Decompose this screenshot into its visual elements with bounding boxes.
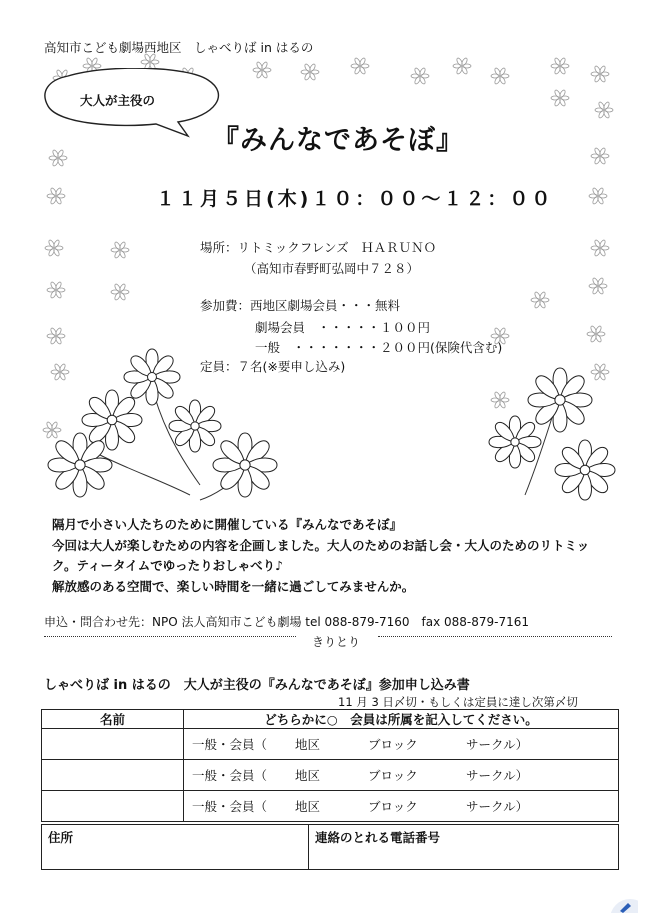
type-choice: 一般・会員（ [192,737,268,752]
venue-address: （高知市春野町弘岡中７２８） [244,261,420,276]
member-cell[interactable] [184,729,619,760]
address-phone-table [41,824,619,870]
cosmos-flower-icon [555,440,615,500]
small-flower-icon [43,421,61,439]
district-label: 地区 [295,799,321,814]
fee-line-district: 参加費：西地区劇場会員・・・無料 [200,298,401,313]
name-cell[interactable] [42,760,184,791]
flower-stem [525,408,555,495]
table-row [42,791,619,822]
district-label: 地区 [295,768,321,783]
cosmos-flower-icon [489,416,541,468]
small-flower-icon [47,327,65,345]
small-flower-icon [591,239,609,257]
organizer-line: 高知市こども劇場西地区 しゃべりば in はるの [44,40,314,55]
form-deadline: 11 月 3 日〆切・もしくは定員に達し次第〆切 [338,695,578,709]
flower-stem [150,380,200,485]
small-flower-icon [587,325,605,343]
intro-paragraph: 解放感のある空間で、楽しい時間を一緒に過ごしてみませんか。 [52,579,415,594]
name-cell[interactable] [42,791,184,822]
intro-paragraph: ク。ティータイムでゆったりおしゃべり♪ [52,558,284,573]
bubble-text: 大人が主役の [80,93,156,108]
small-flower-icon [589,277,607,295]
table-row [42,760,619,791]
small-flower-icon [351,57,369,75]
cut-label: きりとり [312,635,361,649]
fee-line-general: 一般 ・・・・・・・２００円(保険代含む) [255,340,503,355]
event-title: 『みんなであそぼ』 [212,125,464,156]
table-row [42,729,619,760]
small-flower-icon [253,61,271,79]
cosmos-flower-icon [124,349,180,405]
circle-label: サークル） [466,799,529,814]
small-flower-icon [491,391,509,409]
info-column-header: どちらかに○ 会員は所属を記入してください。 [184,710,619,729]
small-flower-icon [111,241,129,259]
flower-stem [100,455,190,495]
small-flower-icon [49,149,67,167]
type-choice: 一般・会員（ [192,768,268,783]
cosmos-flower-icon [169,400,221,452]
fee-line-member: 劇場会員 ・・・・・１００円 [255,320,431,335]
small-flower-icon [111,283,129,301]
small-flower-icon [595,101,613,119]
small-flower-icon [411,67,429,85]
member-cell[interactable] [184,791,619,822]
small-flower-icon [551,89,569,107]
cosmos-flower-icon [528,368,592,432]
cut-line-right [378,636,612,637]
circle-label: サークル） [466,768,529,783]
small-flower-icon [453,57,471,75]
capacity: 定員：７名(※要申し込み) [200,359,346,374]
venue: 場所：リトミックフレンズ ＨＡＲＵＮＯ [200,240,437,255]
intro-paragraph: 隔月で小さい人たちのために開催している『みんなであそぼ』 [52,517,403,532]
circle-label: サークル） [466,737,529,752]
block-label: ブロック [368,768,418,783]
address-label: 住所 [48,830,74,845]
cosmos-flower-icon [82,390,142,450]
phone-label: 連絡のとれる電話番号 [315,830,441,845]
flower-stem [200,470,245,500]
contact-info: 申込・問合わせ先：NPO 法人高知市こども劇場 tel 088-879-7160 fax 088-879-7161 [44,615,530,629]
small-flower-icon [301,63,319,81]
event-datetime: １１月５日(木)１０：００〜１２：００ [156,188,554,210]
small-flower-icon [47,281,65,299]
name-column-header: 名前 [42,710,184,729]
pen-icon[interactable] [606,893,638,913]
small-flower-icon [591,147,609,165]
block-label: ブロック [368,799,418,814]
small-flower-icon [51,363,69,381]
phone-field[interactable] [309,825,619,870]
application-table [41,709,619,822]
intro-paragraph: 今回は大人が楽しむための内容を企画しました。大人のためのお話し会・大人のためのリトミッ [52,538,590,553]
cosmos-flower-icon [213,433,277,497]
small-flower-icon [47,187,65,205]
form-title: しゃべりば in はるの 大人が主役の『みんなであそぼ』参加申し込み書 [44,678,470,693]
type-choice: 一般・会員（ [192,799,268,814]
district-label: 地区 [295,737,321,752]
small-flower-icon [551,57,569,75]
small-flower-icon [589,187,607,205]
name-cell[interactable] [42,729,184,760]
cut-line-left [44,636,296,637]
cosmos-flower-icon [48,433,112,497]
small-flower-icon [45,239,63,257]
small-flower-icon [591,65,609,83]
small-flower-icon [591,363,609,381]
small-flower-icon [491,67,509,85]
address-field[interactable] [42,825,309,870]
small-flower-icon [531,291,549,309]
block-label: ブロック [368,737,418,752]
member-cell[interactable] [184,760,619,791]
